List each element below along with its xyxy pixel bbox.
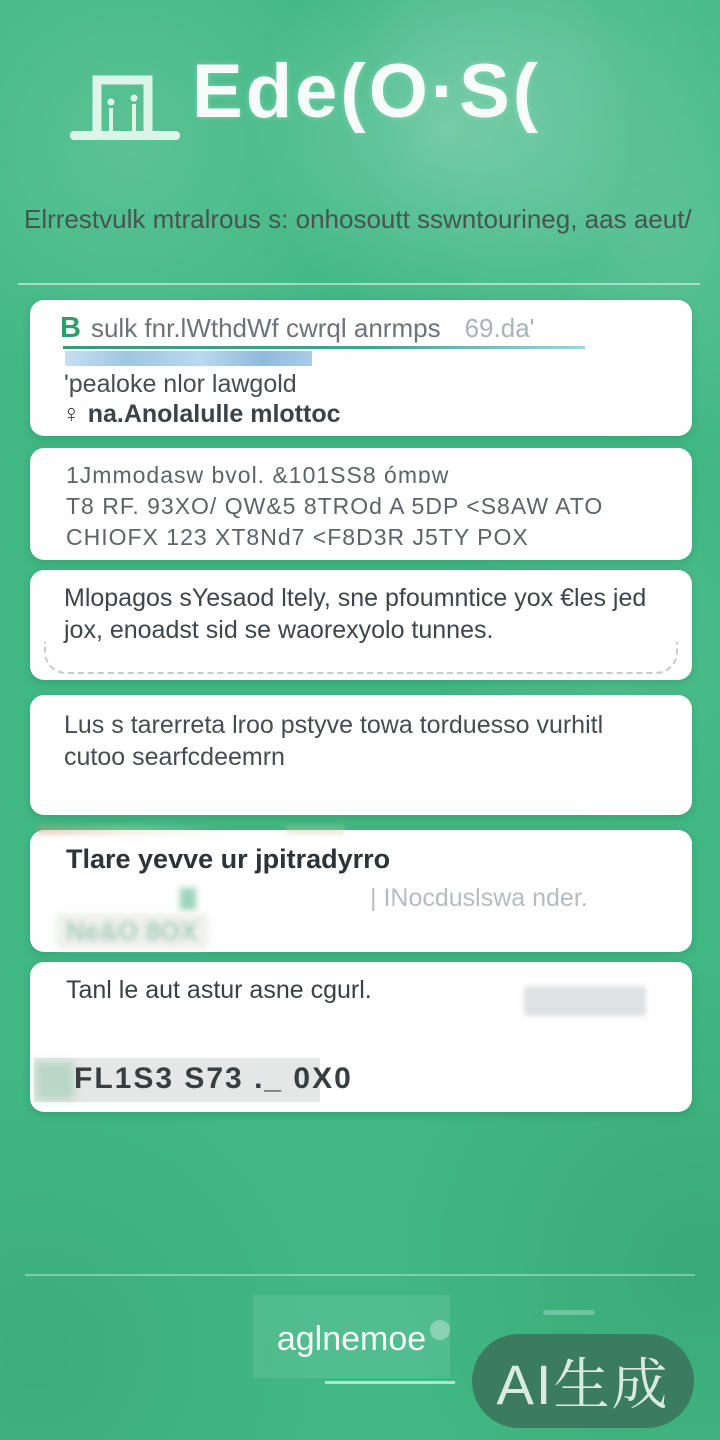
card6-green-smudge [36,1062,74,1100]
ai-generated-watermark-label: AI生成 [496,1353,670,1416]
footer-artifact-line [543,1310,595,1315]
footer-underline [325,1381,455,1384]
card1-title-suffix: 69.da' [464,313,535,343]
card6-code-text: FL1S3 S73 ._ 0X0 [74,1062,353,1095]
card4-line-1: Lus s tarerreta lroo pstyve towa torduesso vurhitl [64,711,604,739]
card5-title: Tlare yevve ur jpitradyrro [66,844,391,874]
card5-top-smudge-2 [285,825,345,834]
card6-title: Tanl le aut astur asne cgurl. [66,976,372,1004]
list-item-card-4[interactable] [30,695,692,815]
list-item-card-1[interactable] [30,300,692,436]
header-divider [18,283,700,285]
footer-dot-icon [430,1320,450,1340]
list-item-card-2[interactable] [30,448,692,560]
card5-teal-mark-icon [180,888,196,910]
app-subtitle: Elrrestvulk mtralrous s: onhosoutt sswntourineg, aas aeut/ [24,204,692,234]
card5-top-smudge [36,825,226,835]
card1-green-underline [63,346,585,349]
footer-label: aglnemoe [276,1320,427,1358]
card2-line-2: T8 RF. 93XO/ QW&5 8TROd A 5DP <S8AW ATO [66,493,604,519]
card1-badge-letter: B [60,312,81,344]
card1-title-row [60,312,535,345]
list-item-card-3[interactable] [30,570,692,680]
card2-line-3: CHIOFX 123 XT8Nd7 <F8D3R J5TY POX [66,524,529,550]
card4-line-2: cutoo searfcdeemrn [64,743,285,771]
list-item-card-6[interactable] [30,962,692,1112]
card6-blurred-block [524,986,646,1016]
card3-dashed-outline [44,642,678,674]
app-wordmark: Ede(O·S( [192,49,542,134]
list-item-card-5[interactable] [30,830,692,952]
card3-line-1: Mlopagos sYesaod ltely, sne pfoumntice yox €les jed [64,584,647,612]
card3-line-2: jox, enoadst sid se waorexyolo tunnes. [64,616,494,644]
card1-title: sulk fnr.lWthdWf cwrql anrmps [90,313,441,343]
card5-blurred-badge: Ne&O 8OX [56,914,208,949]
card1-line-1: 'pealoke nlor lawgold [64,370,297,398]
gate-logo-icon [70,68,180,146]
footer-divider [25,1274,695,1276]
card1-selection-highlight [65,351,312,366]
card5-subtext: | INocduslswa nder. [370,884,588,912]
ai-generated-watermark-badge [472,1334,694,1428]
card1-line-2: ♀ na.Anolalulle mlottoc [62,400,341,428]
card2-line-1: 1Jmmodasw bvol. &101SS8 ómɒw [66,462,450,488]
